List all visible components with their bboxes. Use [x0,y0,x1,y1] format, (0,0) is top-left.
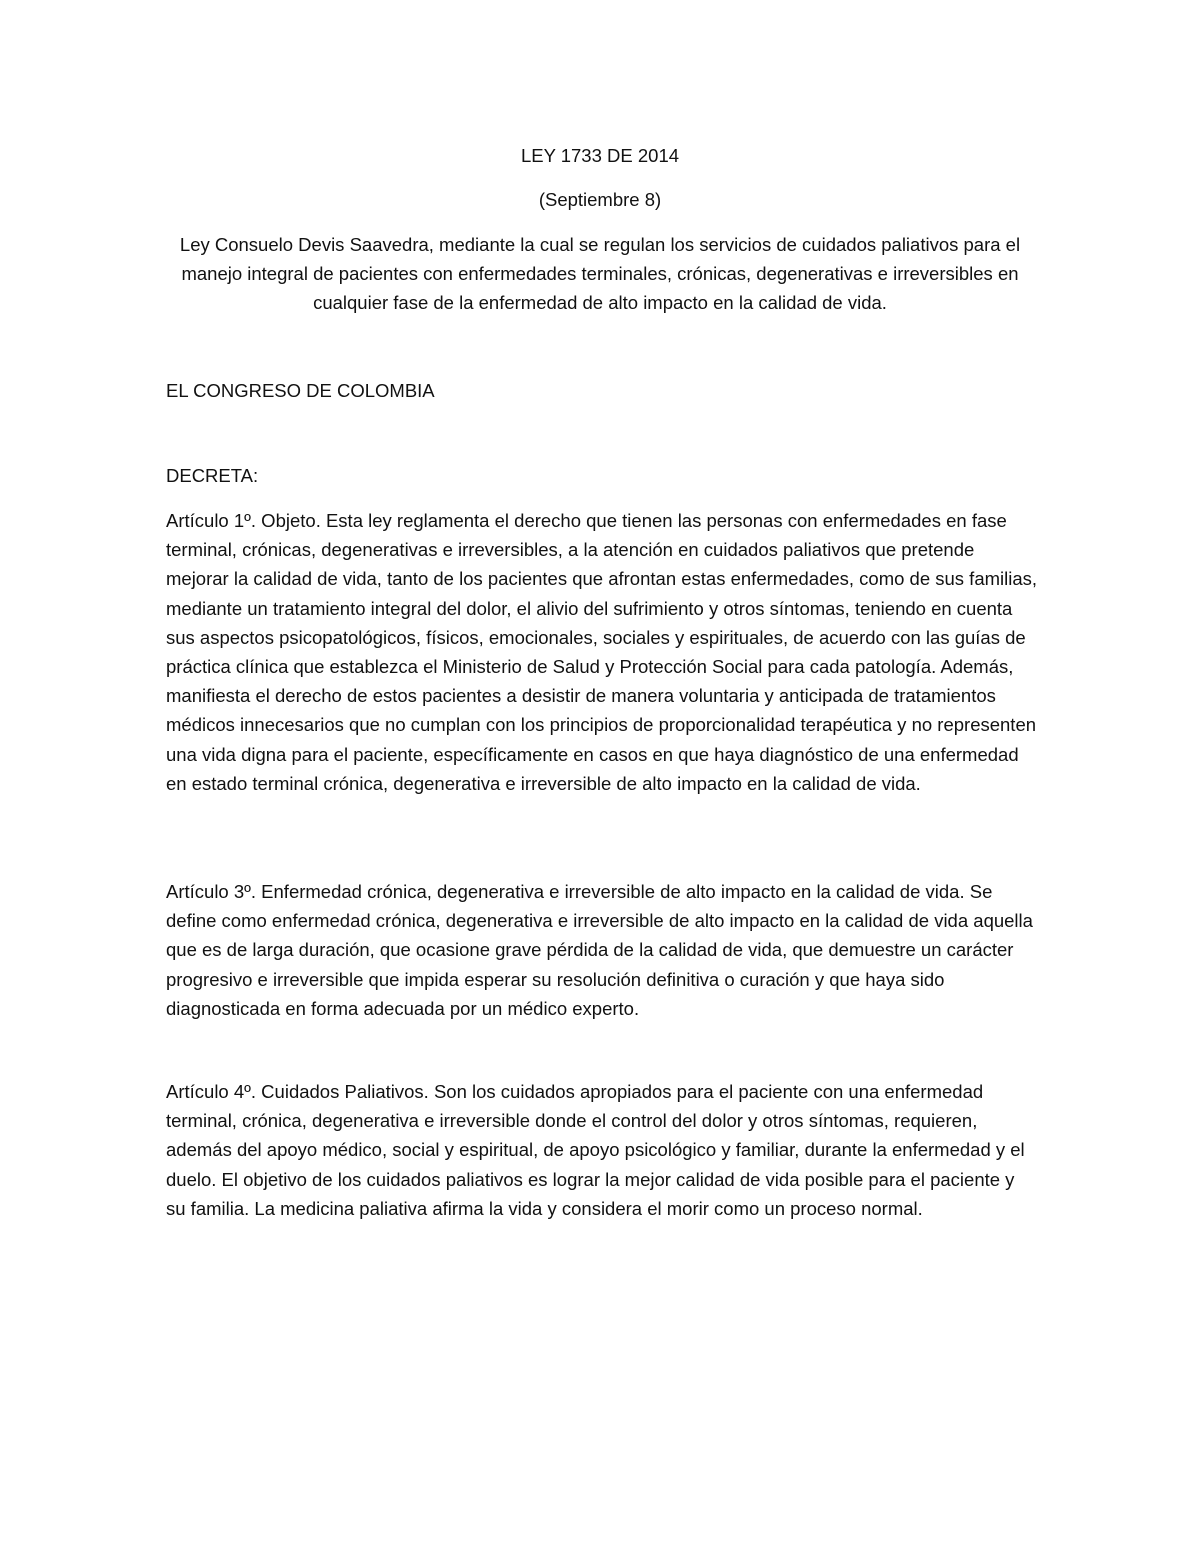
article-3: Artículo 3º. Enfermedad crónica, degenerativa e irreversible de alto impacto en la calidad de vida. Se define como enfermedad crónica, degenerativa e irreversible de alto impacto en la calidad de vida aquella que es de larga duración, que ocasione grave pérdida de la calidad de vida, que demuestre un carácter progresivo e irreversible que impida esperar su resolución definitiva o curación y que haya sido diagnosticada en forma adecuada por un médico experto. [166,881,1033,1019]
issuer-heading: EL CONGRESO DE COLOMBIA [166,380,435,401]
article-4: Artículo 4º. Cuidados Paliativos. Son los cuidados apropiados para el paciente con una enfermedad terminal, crónica, degenerativa e irreversible donde el control del dolor y otros síntomas, requieren, además del apoyo médico, social y espiritual, de apoyo psicológico y familiar, durante la enfermedad y el duelo. El objetivo de los cuidados paliativos es lograr la mejor calidad de vida posible para el paciente y su familia. La medicina paliativa afirma la vida y considera el morir como un proceso normal. [166,1081,1025,1219]
law-summary: Ley Consuelo Devis Saavedra, mediante la cual se regulan los servicios de cuidados paliativos para el manejo integral de pacientes con enfermedades terminales, crónicas, degenerativas e irreversibles en cualquier fase de la enfermedad de alto impacto en la calidad de vida. [179,234,1021,313]
article-1: Artículo 1º. Objeto. Esta ley reglamenta el derecho que tienen las personas con enfermedades en fase terminal, crónicas, degenerativas e irreversibles, a la atención en cuidados paliativos que pretende mejorar la calidad de vida, tanto de los pacientes que afrontan estas enfermedades, como de sus familias, mediante un tratamiento integral del dolor, el alivio del sufrimiento y otros síntomas, teniendo en cuenta sus aspectos psicopatológicos, físicos, emocionales, sociales y espirituales, de acuerdo con las guías de práctica clínica que establezca el Ministerio de Salud y Protección Social para cada patología. Además, manifiesta el derecho de estos pacientes a desistir de manera voluntaria y anticipada de tratamientos médicos innecesarios que no cumplan con los principios de proporcionalidad terapéutica y no representen una vida digna para el paciente, específicamente en casos en que haya diagnóstico de una enfermedad en estado terminal crónica, degenerativa e irreversible de alto impacto en la calidad de vida. [166,510,1038,794]
law-date: (Septiembre 8) [538,189,662,210]
decree-heading: DECRETA: [166,465,259,486]
law-title: LEY 1733 DE 2014 [520,145,680,166]
